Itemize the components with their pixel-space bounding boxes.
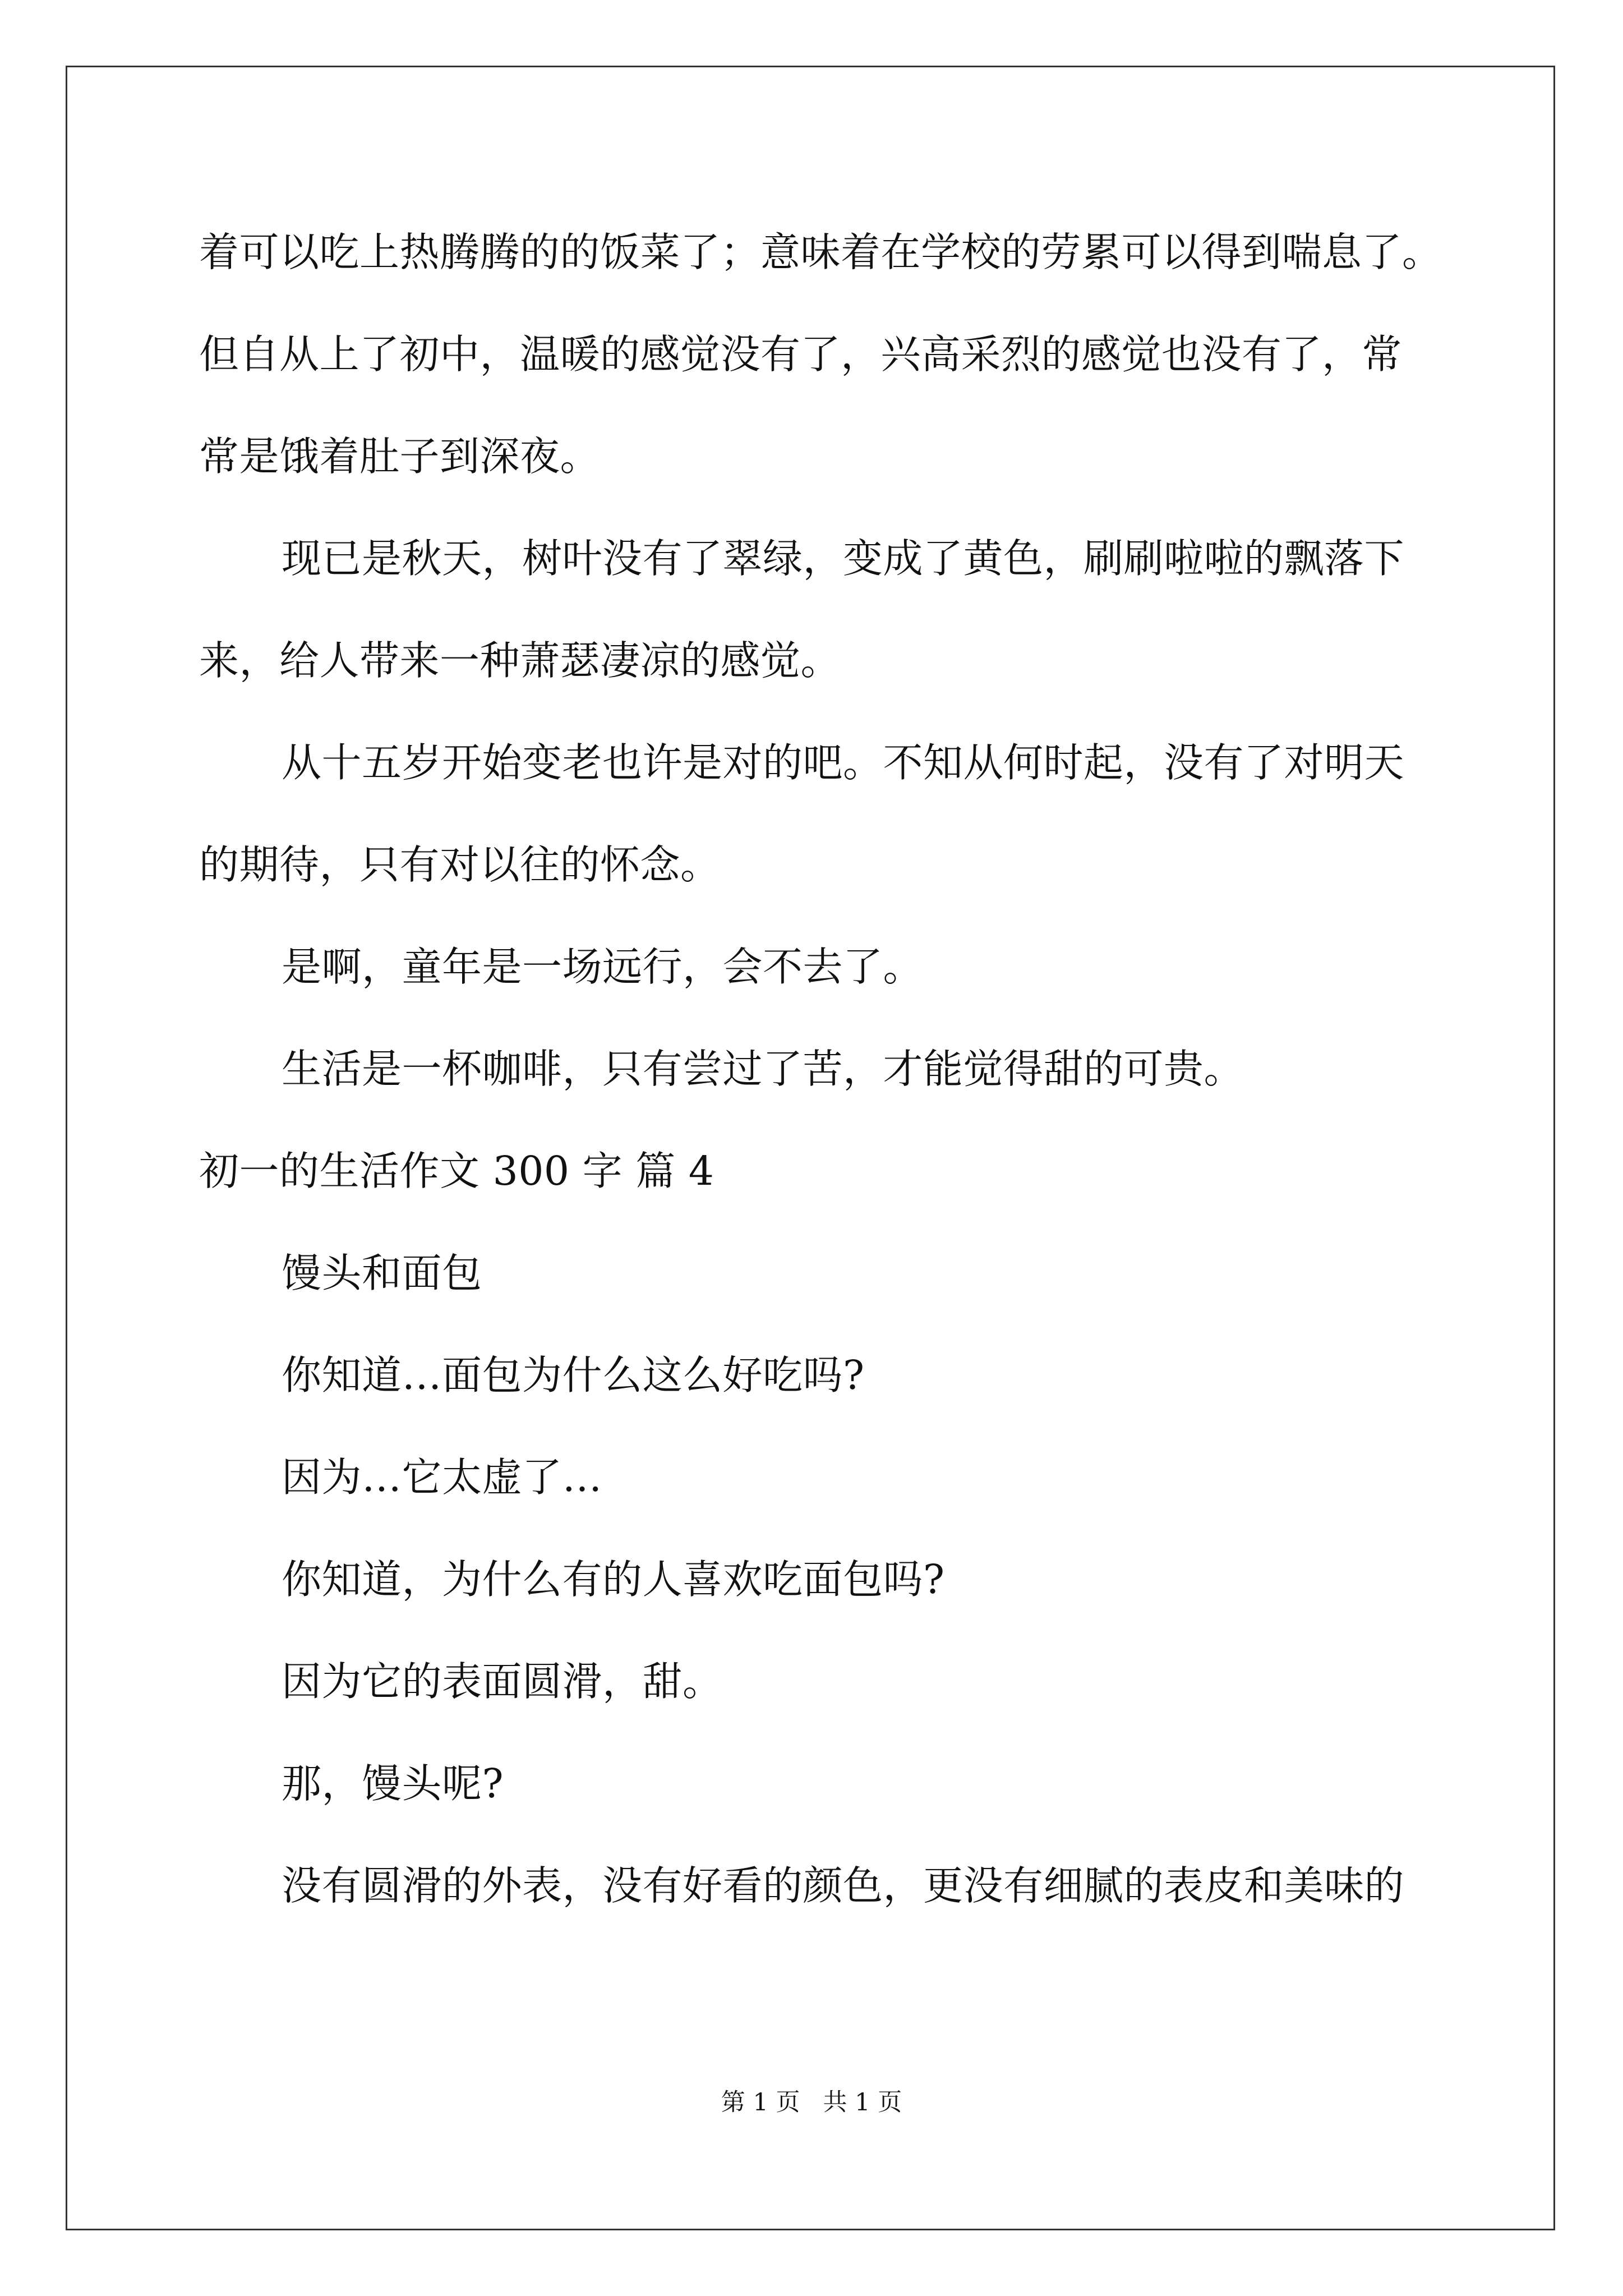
paragraph-line: 是啊，童年是一场远行，会不去了。 bbox=[282, 944, 924, 990]
paragraph-line: 没有圆滑的外表，没有好看的颜色，更没有细腻的表皮和美味的 bbox=[282, 1862, 1405, 1909]
text-line: 的期待，只有对以往的怀念。 bbox=[199, 841, 721, 888]
section-heading: 初一的生活作文 300 字 篇 4 bbox=[199, 1148, 714, 1194]
page-footer: 第 1 页 共 1 页 bbox=[721, 2088, 902, 2116]
text-line: 常是饿着肚子到深夜。 bbox=[199, 433, 601, 480]
paragraph-line: 因为…它太虚了… bbox=[282, 1454, 603, 1501]
document-body bbox=[199, 216, 1461, 1952]
paragraph-line: 因为它的表面圆滑，甜。 bbox=[282, 1658, 723, 1705]
paragraph-line: 生活是一杯咖啡，只有尝过了苦，才能觉得甜的可贵。 bbox=[282, 1046, 1244, 1092]
paragraph-start-line: 现已是秋天，树叶没有了翠绿，变成了黄色，刷刷啦啦的飘落下 bbox=[282, 535, 1405, 582]
paragraph-start-line: 从十五岁开始变老也许是对的吧。不知从何时起，没有了对明天 bbox=[282, 739, 1405, 786]
text-line: 着可以吃上热腾腾的的饭菜了；意味着在学校的劳累可以得到喘息了。 bbox=[199, 229, 1442, 275]
paragraph-line: 你知道，为什么有的人喜欢吃面包吗? bbox=[282, 1556, 945, 1603]
text-line: 来，给人带来一种萧瑟凄凉的感觉。 bbox=[199, 637, 841, 684]
text-line: 但自从上了初中，温暖的感觉没有了，兴高采烈的感觉也没有了，常 bbox=[199, 331, 1403, 378]
article-title: 馒头和面包 bbox=[282, 1250, 482, 1296]
paragraph-line: 你知道…面包为什么这么好吃吗? bbox=[282, 1352, 865, 1398]
paragraph-line: 那，馒头呢? bbox=[282, 1760, 504, 1807]
